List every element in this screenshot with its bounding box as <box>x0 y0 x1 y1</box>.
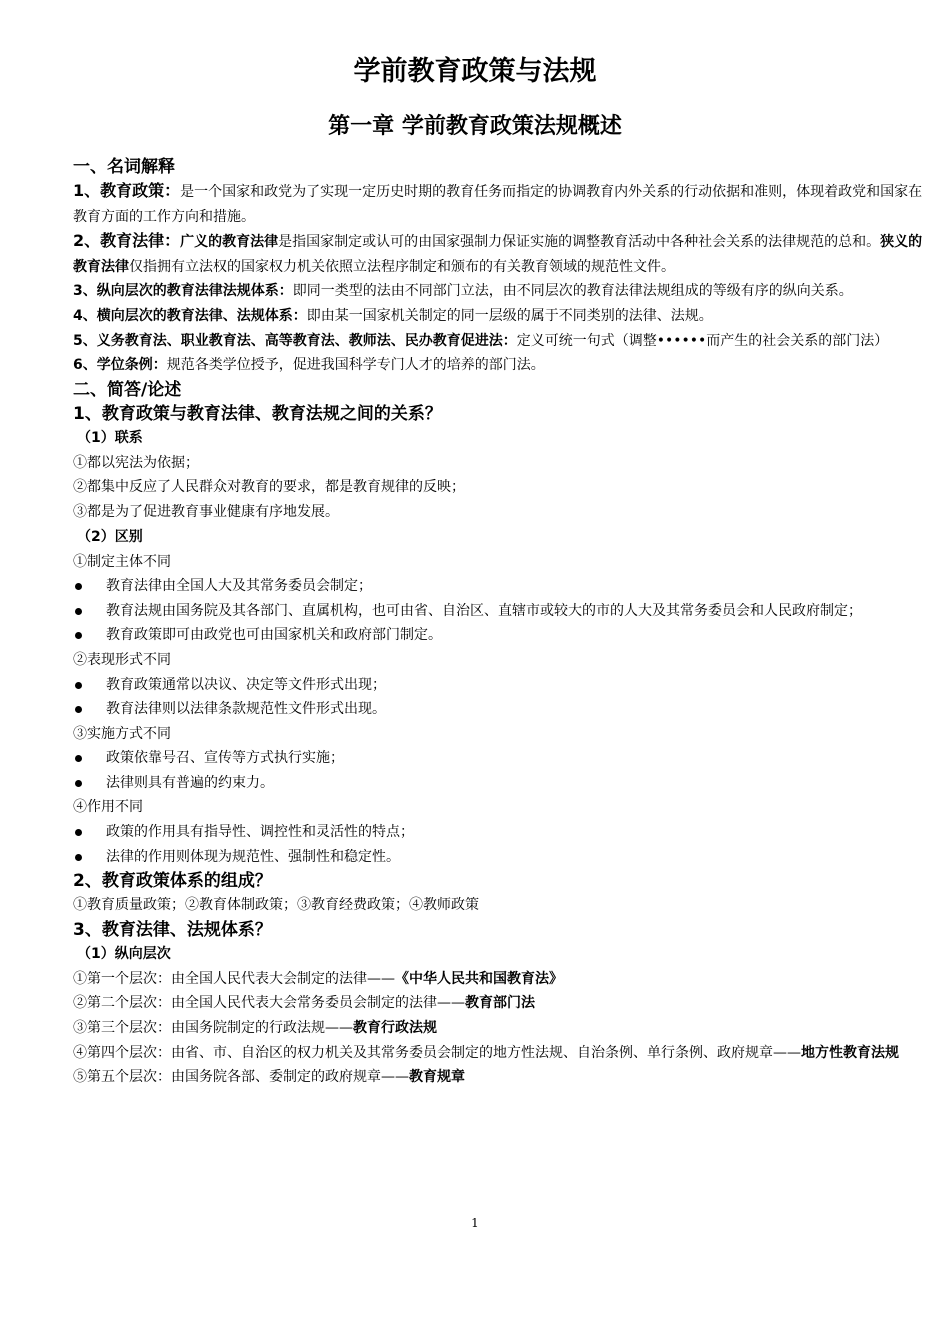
bullet-item <box>73 820 931 845</box>
bullet-item <box>73 697 931 722</box>
bullet-text: 法律的作用则体现为规范性、强制性和稳定性。 <box>106 848 400 865</box>
bullet-dot-icon <box>75 583 82 590</box>
bullet-text: 教育法律由全国人大及其常务委员会制定； <box>106 578 372 595</box>
difference-group-label: ①制定主体不同 <box>73 553 171 570</box>
term-label: 教育政策： <box>100 181 181 200</box>
definition-education-law <box>73 229 931 279</box>
connection-item: ③都是为了促进教育事业健康有序地发展。 <box>73 503 339 520</box>
question-title-relationship: 1、教育政策与教育法律、教育法规之间的关系？ <box>73 403 442 424</box>
bullet-text: 教育政策通常以决议、决定等文件形式出现； <box>106 676 386 693</box>
bullet-dot-icon <box>75 829 82 836</box>
broad-label: 广义的教育法律 <box>180 234 279 251</box>
level-bold: 教育规章 <box>409 1069 465 1086</box>
question-title-law-system: 3、教育法律、法规体系？ <box>73 919 272 940</box>
level-item <box>73 1041 931 1066</box>
level-text: ⑤第五个层次：由国务院各部、委制定的政府规章—— <box>73 1069 409 1086</box>
definition-education-policy <box>73 179 931 229</box>
difference-group-label: ④作用不同 <box>73 799 143 816</box>
bullet-dot-icon <box>75 682 82 689</box>
definition-horizontal-system <box>73 304 931 329</box>
term-text: 即由某一国家机关制定的同一层级的属于不同类别的法律、法规。 <box>306 307 713 324</box>
term-text: 规范各类学位授予，促进我国科学专门人才的培养的部门法。 <box>166 357 545 374</box>
document-title: 学前教育政策与法规 <box>353 56 597 87</box>
bullet-text: 教育法律则以法律条款规范性文件形式出现。 <box>106 701 386 718</box>
term-label: 3、纵向层次的教育法律法规体系： <box>73 283 293 300</box>
bullet-text: 政策依靠号召、宣传等方式执行实施； <box>106 750 344 767</box>
bullet-dot-icon <box>75 755 82 762</box>
level-bold: 教育行政法规 <box>353 1020 437 1037</box>
bullet-text: 教育政策即可由政党也可由国家机关和政府部门制定。 <box>106 627 442 644</box>
definition-department-laws <box>73 329 931 354</box>
bullet-item <box>73 599 931 624</box>
connection-item: ②都集中反应了人民群众对教育的要求，都是教育规律的反映； <box>73 479 465 496</box>
bullet-item <box>73 673 931 698</box>
level-bold: 教育部门法 <box>465 995 535 1012</box>
narrow-text: 仅指拥有立法权的国家权力机关依照立法程序制定和颁布的有关教育领域的规范性文件。 <box>129 258 675 275</box>
bullet-dot-icon <box>75 608 82 615</box>
bullet-text: 政策的作用具有指导性、调控性和灵活性的特点； <box>106 824 414 841</box>
bullet-item <box>73 623 931 648</box>
term-label: 5、义务教育法、职业教育法、高等教育法、教师法、民办教育促进法： <box>73 332 517 349</box>
chapter-title: 第一章 学前教育政策法规概述 <box>328 114 622 139</box>
level-bold: 地方性教育法规 <box>801 1044 899 1061</box>
section-heading-definitions: 一、名词解释 <box>73 157 175 177</box>
document-body <box>73 155 931 1090</box>
bullet-item <box>73 574 931 599</box>
level-text: ②第二个层次：由全国人民代表大会常务委员会制定的法律—— <box>73 995 465 1012</box>
level-item <box>73 991 931 1016</box>
term-number: 1、 <box>73 181 101 200</box>
subheading-vertical-levels: （1）纵向层次 <box>77 945 171 962</box>
level-item <box>73 1065 931 1090</box>
definition-vertical-system <box>73 279 931 304</box>
bullet-dot-icon <box>75 780 82 787</box>
level-bold: 《中华人民共和国教育法》 <box>395 970 563 987</box>
term-text: 即同一类型的法由不同部门立法，由不同层次的教育法律法规组成的等级有序的纵向关系。 <box>292 283 853 300</box>
level-text: ④第四个层次：由省、市、自治区的权力机关及其常务委员会制定的地方性法规、自治条例、单行条例、政府规章—— <box>73 1044 801 1061</box>
page-number: 1 <box>471 1216 479 1230</box>
connection-item: ①都以宪法为依据； <box>73 454 199 471</box>
subheading-connection: （1）联系 <box>77 429 143 446</box>
bullet-text: 法律则具有普遍的约束力。 <box>106 774 274 791</box>
bullet-item <box>73 771 931 796</box>
definition-degree-regulations <box>73 353 931 378</box>
policy-system-text: ①教育质量政策；②教育体制政策；③教育经费政策；④教师政策 <box>73 897 479 914</box>
bullet-text: 教育法规由国务院及其各部门、直属机构，也可由省、自治区、直辖市或较大的市的人大及其常务委员会和人民政府制定； <box>106 602 862 619</box>
section-heading-short-answer: 二、简答/论述 <box>73 379 182 400</box>
term-text: 是一个国家和政党为了实现一定历史时期的教育任务而指定的协调教育内外关系的行动依据和准则，体现着政党和国家在教育方面的工作方向和措施。 <box>73 184 923 225</box>
level-item <box>73 967 931 992</box>
narrow-label: 狭义的教育法律 <box>73 234 923 275</box>
bullet-dot-icon <box>75 854 82 861</box>
question-title-policy-system: 2、教育政策体系的组成？ <box>73 871 272 892</box>
level-item <box>73 1016 931 1041</box>
term-label: 6、学位条例： <box>73 357 167 374</box>
term-label: 教育法律： <box>100 231 181 251</box>
level-text: ③第三个层次：由国务院制定的行政法规—— <box>73 1020 353 1037</box>
bullet-item <box>73 845 931 870</box>
bullet-dot-icon <box>75 706 82 713</box>
bullet-dot-icon <box>75 632 82 639</box>
term-label: 4、横向层次的教育法律、法规体系： <box>73 307 307 324</box>
difference-group-label: ③实施方式不同 <box>73 725 171 742</box>
bullet-item <box>73 746 931 771</box>
level-text: ①第一个层次：由全国人民代表大会制定的法律—— <box>73 970 395 987</box>
term-number: 2、 <box>73 231 101 251</box>
subheading-difference: （2）区别 <box>77 528 143 545</box>
broad-text: 是指国家制定或认可的由国家强制力保证实施的调整教育活动中各种社会关系的法律规范的总和。 <box>278 234 881 251</box>
difference-group-label: ②表现形式不同 <box>73 651 171 668</box>
term-text: 定义可统一句式（调整••••••而产生的社会关系的部门法） <box>516 332 889 349</box>
